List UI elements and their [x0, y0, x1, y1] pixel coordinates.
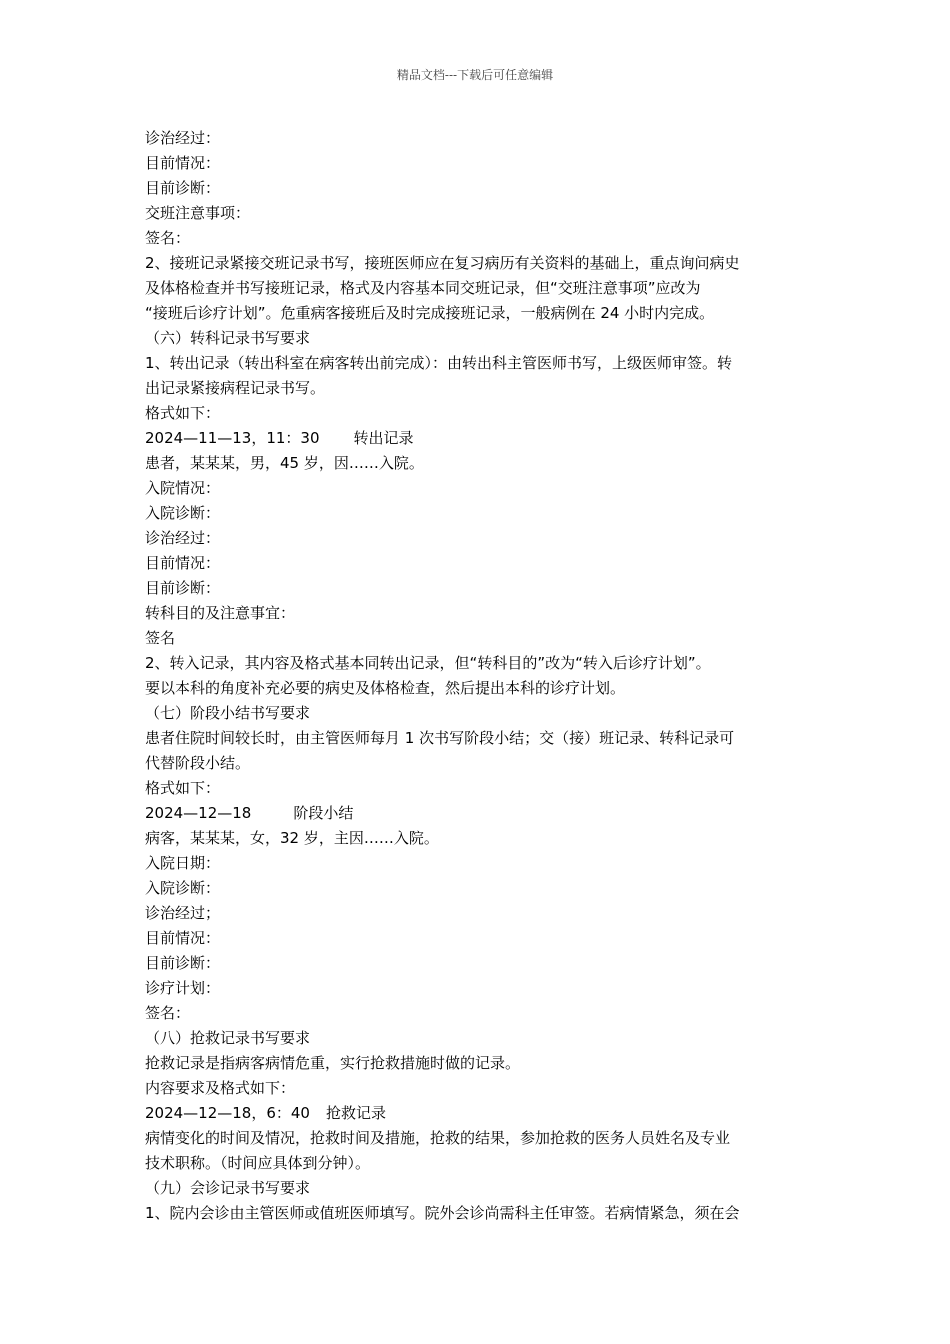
- page-header: 精品文档---下载后可任意编辑: [396, 68, 554, 82]
- record-heading: [145, 426, 810, 451]
- text-line: 目前诊断：: [145, 179, 221, 197]
- section-heading: （七）阶段小结书写要求: [145, 704, 311, 722]
- text-line: 转科目的及注意事宜：: [145, 604, 296, 622]
- text-line: 技术职称。（时间应具体到分钟）。: [145, 1154, 371, 1172]
- record-title: 抢救记录: [325, 1104, 386, 1122]
- text-line: 签名：: [145, 229, 191, 247]
- text-line: 目前情况：: [145, 154, 221, 172]
- record-title: 阶段小结: [293, 804, 354, 822]
- record-title: 转出记录: [353, 429, 414, 447]
- text-line: 要以本科的角度补充必要的病史及体格检查，然后提出本科的诊疗计划。: [145, 679, 626, 697]
- record-datetime: 2024—12—18: [145, 804, 252, 822]
- record-heading: [145, 801, 810, 826]
- text-line: 2、接班记录紧接交班记录书写，接班医师应在复习病历有关资料的基础上，重点询问病史: [145, 254, 740, 272]
- text-line: 诊治经过：: [145, 129, 221, 147]
- text-line: 格式如下：: [145, 779, 221, 797]
- text-line: 入院日期：: [145, 854, 221, 872]
- text-line: 病客，某某某，女，32 岁，主因……入院。: [145, 829, 439, 847]
- text-line: 1、院内会诊由主管医师或值班医师填写。院外会诊尚需科主任审签。若病情紧急，须在会: [145, 1204, 740, 1222]
- text-line: 2、转入记录，其内容及格式基本同转出记录，但“转科目的”改为“转入后诊疗计划”。: [145, 654, 711, 672]
- text-line: 入院诊断：: [145, 504, 221, 522]
- document-body: [145, 126, 810, 1226]
- text-line: 入院情况：: [145, 479, 221, 497]
- section-heading: （九）会诊记录书写要求: [145, 1179, 311, 1197]
- record-heading: [145, 1101, 810, 1126]
- text-line: 诊治经过；: [145, 904, 221, 922]
- text-line: 目前诊断：: [145, 579, 221, 597]
- text-line: 格式如下：: [145, 404, 221, 422]
- text-line: 病情变化的时间及情况，抢救时间及措施，抢救的结果，参加抢救的医务人员姓名及专业: [145, 1129, 731, 1147]
- record-datetime: 2024—11—13，11：30: [145, 429, 320, 447]
- text-line: 患者，某某某，男，45 岁，因……入院。: [145, 454, 424, 472]
- text-line: 目前情况：: [145, 554, 221, 572]
- record-datetime: 2024—12—18，6：40: [145, 1104, 310, 1122]
- text-line: 代替阶段小结。: [145, 754, 251, 772]
- text-line: 患者住院时间较长时，由主管医师每月 1 次书写阶段小结；交（接）班记录、转科记录可: [145, 729, 735, 747]
- text-line: 内容要求及格式如下：: [145, 1079, 296, 1097]
- text-line: “接班后诊疗计划”。危重病客接班后及时完成接班记录，一般病例在 24 小时内完成。: [145, 304, 715, 322]
- text-line: 目前情况：: [145, 929, 221, 947]
- text-line: 及体格检查并书写接班记录，格式及内容基本同交班记录，但“交班注意事项”应改为: [145, 279, 701, 297]
- text-line: 签名: [145, 629, 176, 647]
- text-line: 入院诊断：: [145, 879, 221, 897]
- text-line: 出记录紧接病程记录书写。: [145, 379, 326, 397]
- text-line: 1、转出记录（转出科室在病客转出前完成）：由转出科主管医师书写，上级医师审签。转: [145, 354, 733, 372]
- text-line: 诊治经过：: [145, 529, 221, 547]
- text-line: 诊疗计划：: [145, 979, 221, 997]
- text-line: 交班注意事项：: [145, 204, 251, 222]
- section-heading: （八）抢救记录书写要求: [145, 1029, 311, 1047]
- section-heading: （六）转科记录书写要求: [145, 329, 311, 347]
- text-line: 抢救记录是指病客病情危重，实行抢救措施时做的记录。: [145, 1054, 521, 1072]
- text-line: 目前诊断：: [145, 954, 221, 972]
- text-line: 签名：: [145, 1004, 191, 1022]
